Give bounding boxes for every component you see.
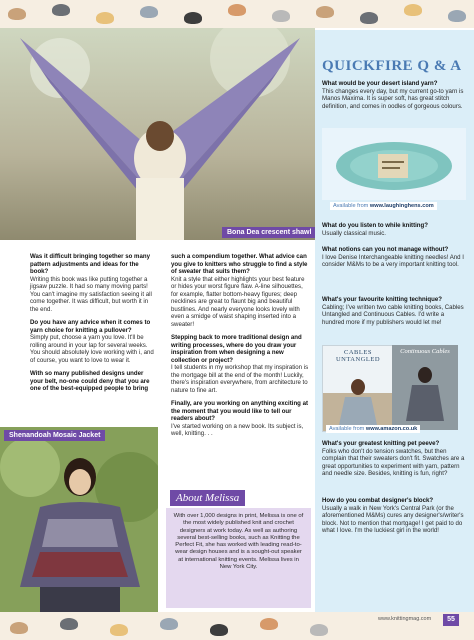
book-title: Continuous Cables (400, 348, 450, 355)
sidebar-title: QUICKFIRE Q & A (322, 58, 462, 74)
answer: Writing this book was like putting together a jigsaw puzzle. It had so many moving parts! You can't imagine my satisfaction seeing it all come together. It was difficult, but worth it in the end. (30, 275, 152, 313)
question: What's your favourite knitting technique? (322, 296, 442, 303)
top-photo-caption: Bona Dea crescent shawl (222, 227, 316, 238)
footer-website[interactable]: www.knittingmag.com (378, 616, 432, 622)
book-cover-art (392, 355, 458, 425)
answer: Cabling; I've written two cable knitting books, Cables Untangled and Continuous Cables. I'd write a hundred more if my publishers would let me! (322, 303, 464, 326)
jacket-photo (0, 427, 158, 612)
question: Do you have any advice when it comes to yarn choice for knitting a pullover? (30, 319, 151, 334)
cat-icon (184, 12, 202, 24)
cat-icon (210, 624, 228, 636)
availability-link-1[interactable]: www.laughinghens.com (369, 203, 434, 209)
bottom-photo-caption: Shenandoah Mosaic Jacket (4, 430, 105, 441)
cat-icon (228, 4, 246, 16)
answer: Usually classical music. (322, 229, 386, 237)
answer: Folks who don't do tension swatches, but then complain that their sweaters don't fit. Swatches are a great opportunities to experiment with yarn, pattern and needle size. Besides, knitting is fun, right? (322, 447, 465, 477)
page-number: 55 (443, 614, 459, 626)
answer: This changes every day, but my current go-to yarn is Manos Maxima. It is super soft, has great stitch definition, and comes in oodles of gorgeous colours. (322, 87, 464, 110)
cat-icon (8, 8, 26, 20)
cat-icon (140, 6, 158, 18)
sidebar-qa-3 (322, 246, 466, 269)
sidebar-qa-4 (322, 296, 466, 326)
availability-link-2[interactable]: www.amazon.co.uk (365, 426, 418, 432)
answer: I love Denise Interchangeable knitting needles! And I consider M&Ms to be a very important knitting tool. (322, 253, 464, 268)
availability-label-1: Available from www.laughinghens.com (330, 202, 437, 210)
question: Was it difficult bringing together so many pattern adjustments and ideas for the book? (30, 253, 150, 275)
cat-pattern-border-top (0, 0, 474, 28)
answer: I've started working on a new book. Its subject is, well, knitting. . . (171, 422, 304, 437)
question: With so many published designs under your belt, no-one could deny that you are one of the best-equipped people to bring (30, 370, 150, 392)
question: such a compendium together. What advice can you give to knitters who struggle to find a style of sweater that suits them? (171, 253, 308, 275)
cat-icon (96, 12, 114, 24)
question: What notions can you not manage without? (322, 246, 449, 253)
question: Finally, are you working on anything exciting at the moment that you would like to tell our readers about? (171, 400, 309, 422)
cat-icon (60, 618, 78, 630)
question: What do you listen to while knitting? (322, 222, 428, 229)
article-column-2 (171, 253, 309, 444)
sidebar-qa-2 (322, 222, 466, 237)
shawl-photo (0, 28, 315, 240)
book-cover-art (323, 363, 393, 432)
sidebar-qa-5 (322, 440, 466, 478)
about-text: With over 1,000 designs in print, Melissa is one of the most widely published knit and crochet designers at work today. As well as authoring several best-selling books, such as Knitting the Perfect Fit, she has worked with leading read-to-wear design houses and is a sought-out speaker at international knitting events. Melissa lives in New York City. (173, 513, 304, 571)
book-title: CABLES UNTANGLED (335, 349, 381, 363)
answer: Usually a walk in New York's Central Park (or the aforementioned M&Ms) cures any designer's/writer's block. Not to mention that mortgage! I get paid to do what I love. I'm the luckiest girl in the world! (322, 504, 464, 534)
cat-icon (52, 4, 70, 16)
sidebar-qa-1 (322, 80, 466, 110)
cat-icon (310, 624, 328, 636)
book-cover-cables-untangled (322, 345, 394, 432)
cat-icon (404, 4, 422, 16)
yarn-skein-image (322, 128, 466, 200)
cat-icon (160, 618, 178, 630)
shawl-illustration (0, 28, 315, 240)
question: Stepping back to more traditional design and writing processes, where do you draw your inspiration from when designing a new collection or project? (171, 334, 302, 364)
sidebar-qa-6 (322, 497, 466, 535)
answer: Simply put, choose a yarn you love. It'll be rolling around in your lap for several weeks. You should absolutely love working with i, and of course, you want to love to wear it. (30, 334, 154, 364)
cat-icon (10, 622, 28, 634)
book-cover-continuous-cables (392, 345, 458, 430)
availability-label-2: Available from www.amazon.co.uk (326, 425, 420, 433)
about-heading: About Melissa (170, 490, 245, 506)
cat-icon (110, 624, 128, 636)
cat-icon (260, 618, 278, 630)
jacket-illustration (0, 427, 158, 612)
question: What would be your desert island yarn? (322, 80, 438, 87)
question: What's your greatest knitting pet peeve? (322, 440, 440, 447)
cat-icon (272, 10, 290, 22)
cat-icon (360, 12, 378, 24)
cat-icon (448, 10, 466, 22)
cat-icon (316, 6, 334, 18)
article-column-1 (30, 253, 158, 399)
answer: Knit a style that either highlights your best feature or hides your worst figure flaw. A-line silhouettes, for example, flatter bottom-heavy figures; deep necklines are great to flaunt big and beautiful bustlines. And nearly everyone looks lovely with even a smidge of waist shaping inserted into a sweater! (171, 275, 305, 328)
question: How do you combat designer's block? (322, 497, 434, 504)
answer: I tell students in my workshop that my inspiration is the mortgage bill at the end of the month! Luckily, there's inspiration everywhere, from architecture to nature to fine art. (171, 364, 309, 394)
